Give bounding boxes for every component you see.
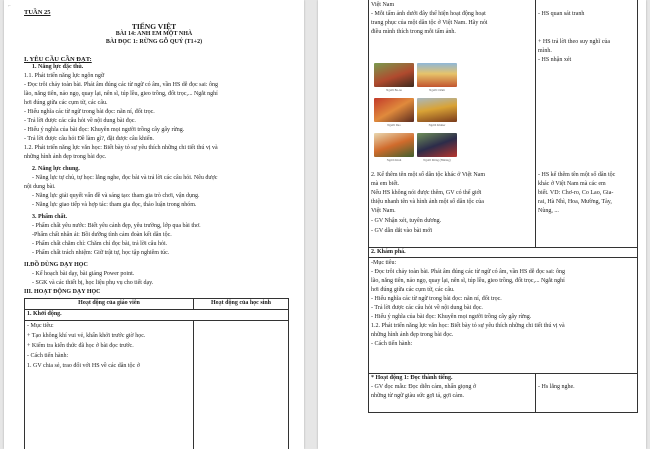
table-cell-text: 2. Kể thêm tên một số dân tộc khác ở Việt Nam: [371, 172, 486, 178]
text-line: lão, năng tiên, nảo ngọ, quay lại, nên sĩ, túp lều, gieo trồng, đốt trọc,... Ngắt nghỉ: [24, 91, 218, 97]
text-line: - Phẩm chất yêu nước: Biết yêu cảnh đẹp, yêu trường, lớp qua bài thơ.: [32, 223, 201, 229]
table-cell-text: 1. Khởi động.: [27, 311, 62, 317]
section-heading: III. HOẠT ĐỘNG DẠY HỌC: [24, 289, 101, 295]
table-cell-text: 1. GV chia sẻ, trao đổi với HS về các dân tộc ở: [27, 363, 140, 369]
table-cell-text: rai, Hà Nhì, Hoa, Mường, Tày,: [538, 199, 612, 205]
table-header-hs: Hoạt động của học sinh: [210, 300, 271, 306]
photo-caption: Người Kinh: [386, 158, 402, 162]
ethnic-photo: [374, 133, 414, 157]
text-line: 1.2. Phát triển năng lực văn học: Biết bày tỏ sự yêu thích những chi tiết thú vị và: [24, 145, 218, 151]
text-line: nội dung bài.: [24, 184, 56, 190]
text-line: - Năng lực tự chủ, tự học: lắng nghe, đọc bài và trả lời các câu hỏi. Nêu được: [32, 175, 218, 181]
table-cell-text: lão, năng tiên, nảo ngọ, quay lại, nên sĩ, túp lều, gieo trồng, đốt trọc,... Ngắt nghỉ: [371, 278, 565, 284]
table-cell-text: hơi đúng giữa các cụm từ, các câu.: [371, 287, 455, 293]
table-cell-text: mình.: [538, 48, 552, 54]
text-line: 1.1. Phát triển năng lực ngôn ngữ: [24, 73, 105, 79]
table-cell-text: Nùng, ...: [538, 208, 559, 214]
page-left: [4, 0, 304, 449]
table-cell-text: - Mỗi tấm ảnh dưới đây thể hiện hoạt động hoạt: [371, 11, 486, 17]
photo-caption: Người Dao: [387, 123, 401, 127]
table-cell-text: những hình ảnh đẹp trong bài đọc.: [371, 332, 454, 338]
table-cell-text: những từ ngữ giàu sức gợi tả, gợi cảm.: [371, 393, 465, 399]
table-cell-text: điều mình thích trong mỗi tấm ảnh.: [371, 29, 456, 35]
table-cell: [193, 320, 289, 449]
subject-title: TIẾNG VIỆT: [131, 22, 177, 31]
table-cell-text: Việt Nam.: [371, 208, 396, 214]
photo-caption: Người Chăm: [429, 88, 445, 92]
table-cell-text: - GV Nhận xét, tuyên dương.: [371, 218, 442, 224]
page-right: [318, 0, 646, 449]
text-line: - Đọc trôi chảy toàn bài. Phát âm đúng các từ ngữ có âm, vần HS dễ đọc sai: ông: [24, 82, 218, 88]
text-line: - Hiểu nghĩa các từ ngữ trong bài đọc: nãn ní, đốt trọc.: [24, 109, 155, 115]
lesson-title: BÀI 14: ANH EM MỘT NHÀ: [115, 31, 193, 37]
table-cell-text: 1.2. Phát triển năng lực văn học: Biết bày tỏ sự yêu thích những chi tiết thú vị và: [371, 323, 565, 329]
corner-mark: ⌐: [8, 4, 11, 9]
text-line: những hình ảnh đẹp trong bài đọc.: [24, 154, 107, 160]
text-line: - SGK và các thiết bị, học liệu phụ vụ cho tiết dạy.: [32, 280, 154, 286]
week-label: TUẦN 25: [24, 9, 51, 16]
text-line: hơi đúng giữa các cụm từ, các câu.: [24, 100, 108, 106]
ethnic-photo: [417, 63, 457, 87]
table-header-gv: Hoạt động của giáo viên: [78, 300, 140, 306]
text-line: -Phẩm chất nhân ái: Bồi dưỡng tình cảm đoàn kết dân tộc.: [32, 232, 172, 238]
text-line: - Năng lực giao tiếp và hợp tác: tham gia đọc, thảo luận trong nhóm.: [32, 202, 197, 208]
table-cell-text: - Cách tiến hành:: [27, 353, 69, 359]
subheading: 1. Năng lực đặc thù.: [32, 64, 84, 70]
table-cell-text: - Hiểu ý nghĩa của bài đọc: Khuyên mọi người trồng cây gây rừng.: [371, 314, 532, 320]
ethnic-photo: [374, 63, 414, 87]
subheading: 2. Năng lực chung.: [32, 166, 80, 172]
table-cell-text: - Trả lời được các câu hỏi về nội dung bài đọc.: [371, 305, 483, 311]
ethnic-photo: [417, 98, 457, 122]
text-line: - Hiểu ý nghĩa của bài đọc: Khuyên mọi người trồng cây gây rừng.: [24, 127, 185, 133]
table-cell-text: biết. VD: Chơ-ro, Co Lao, Gia-: [538, 190, 614, 196]
photo-caption: Người Mông (Hmông): [423, 158, 451, 162]
table-cell-text: trang phục của một dân tộc ở Việt Nam. Hãy nói: [371, 20, 488, 26]
ethnic-photo: [374, 98, 414, 122]
table-cell-text: - Cách tiến hành:: [371, 341, 413, 347]
table-cell-text: * Hoạt động 1: Đọc thành tiếng.: [371, 375, 453, 381]
table-cell-text: Việt Nam: [371, 2, 395, 8]
table-cell-text: 2. Khám phá.: [371, 249, 406, 255]
table-cell-text: Nếu HS không nói được thêm, GV có thể giới: [371, 190, 482, 196]
text-line: - Kế hoạch bài dạy, bài giảng Power point.: [32, 271, 135, 277]
section-heading: II.ĐỒ DÙNG DẠY HỌC: [24, 262, 88, 268]
table-cell-text: + HS trả lời theo suy nghĩ của: [538, 39, 611, 45]
table-cell-text: + Tạo không khí vui vẻ, khấn khởi trước giờ học.: [27, 333, 146, 339]
table-cell-text: - Hs lắng nghe.: [538, 384, 575, 390]
text-line: - Năng lực giải quyết vấn đề và sáng tạo: tham gia trò chơi, vận dụng.: [32, 193, 200, 199]
table-cell-text: - HS kể thêm tên một số dân tộc: [538, 172, 616, 178]
table-cell-text: - Đọc trôi chảy toàn bài. Phát âm đúng các từ ngữ có âm, vần HS dễ đọc sai: ông: [371, 269, 565, 275]
ethnic-photo: [417, 133, 457, 157]
table-cell-text: - Mục tiêu:: [27, 323, 54, 329]
text-line: - Trả lời được câu hỏi Đề làm gì?, đặt được câu khiến.: [24, 136, 154, 142]
table-cell-text: thiệu nhanh tên và hình ảnh một số dân tộc của: [371, 199, 484, 205]
section-heading: I. YÊU CẦU CẦN ĐẠT:: [24, 56, 92, 63]
table-cell-text: + Kiểm tra kiến thức đã học ở bài đọc trước.: [27, 343, 134, 349]
reading-title: BÀI ĐỌC 1: RỪNG GỖ QUÝ (T1+2): [105, 39, 203, 45]
table-cell-text: mà em biết.: [371, 181, 400, 187]
table-cell-text: - GV dẫn dắt vào bài mới: [371, 228, 433, 234]
subheading: 3. Phẩm chất.: [32, 214, 67, 220]
table-cell: [535, 373, 638, 413]
photo-caption: Người Ba-na: [386, 88, 402, 92]
text-line: - Phẩm chất chăm chỉ: Chăm chỉ đọc bài, trả lời câu hỏi.: [32, 241, 168, 247]
table-cell-text: - Hiểu nghĩa các từ ngữ trong bài đọc: nãn ní, đốt trọc.: [371, 296, 502, 302]
table-cell-text: -Mục tiêu:: [371, 260, 397, 266]
table-cell-text: - HS nhận xét: [538, 57, 572, 63]
photo-caption: Người Khmer: [428, 123, 446, 127]
table-cell-text: - GV đọc mẫu: Đọc diễn cảm, nhấn giọng ở: [371, 384, 477, 390]
table-cell-text: - HS quan sát tranh: [538, 11, 585, 17]
table-cell-text: khác ở Việt Nam mà các em: [538, 181, 606, 187]
text-line: - Phẩm chất trách nhiệm: Giữ trật tự, học tập nghiêm túc.: [32, 250, 170, 256]
text-line: - Trả lời được các câu hỏi về nội dung bài đọc.: [24, 118, 136, 124]
